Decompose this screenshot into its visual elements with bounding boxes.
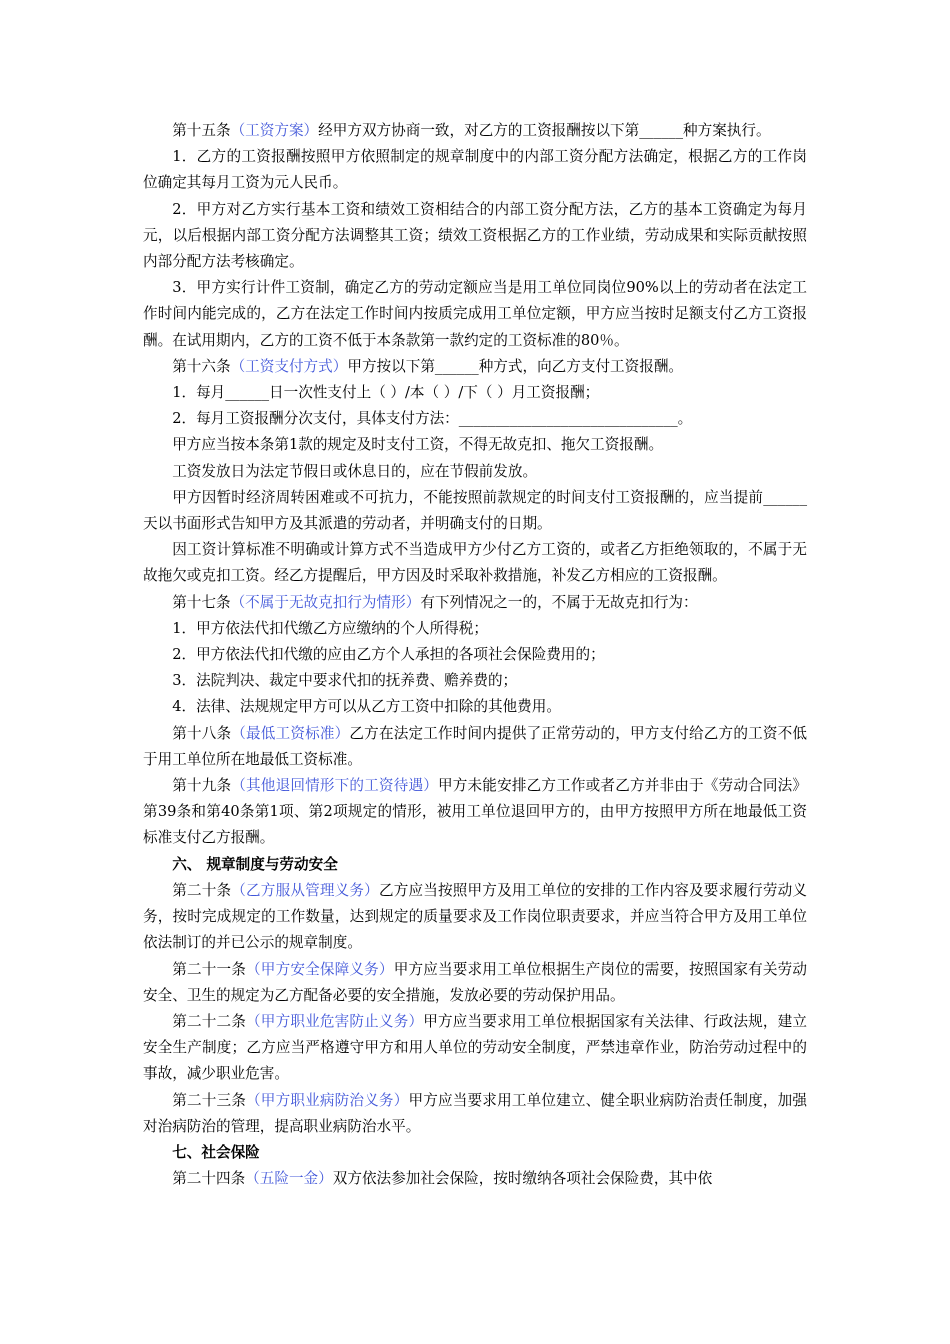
article-title: （不属于无故克扣行为情形） bbox=[230, 593, 421, 611]
article-title: （甲方安全保障义务） bbox=[246, 960, 394, 978]
article-number: 第二十二条 bbox=[172, 1012, 247, 1030]
section-heading bbox=[143, 1140, 807, 1166]
paragraph-text: 2．甲方依法代扣代缴的应由乙方个人承担的各项社会保险费用的； bbox=[172, 646, 605, 664]
paragraph-text: 3．法院判决、裁定中要求代扣的抚养费、赡养费的； bbox=[172, 672, 518, 690]
paragraph bbox=[143, 616, 807, 642]
paragraph bbox=[143, 380, 807, 406]
paragraph-text: 甲方未能安排乙方工作或者乙方并非由于《劳动合同法》第39条和第40条第1项、第2项规定的情形，被用工单位退回甲方的，由甲方按照甲方所在地最低工资标准支付乙方报酬。 bbox=[143, 777, 807, 847]
paragraph-text: 甲方应当要求用工单位根据国家有关法律、行政法规，建立安全生产制度；乙方应当严格遵守甲方和用人单位的劳动安全制度，严禁违章作业，防治劳动过程中的事故，减少职业危害。 bbox=[143, 1012, 807, 1083]
article-number: 第十五条 bbox=[172, 122, 231, 139]
paragraph-text: 经甲方双方协商一致，对乙方的工资报酬按以下第______种方案执行。 bbox=[318, 122, 771, 139]
paragraph-text: 4．法律、法规规定甲方可以从乙方工资中扣除的其他费用。 bbox=[172, 698, 561, 716]
article-number: 第十八条 bbox=[172, 724, 232, 742]
paragraph bbox=[143, 590, 807, 616]
section-heading bbox=[143, 852, 807, 878]
paragraph bbox=[143, 406, 807, 432]
paragraph bbox=[143, 144, 807, 196]
article-title: （乙方服从管理义务） bbox=[231, 881, 379, 899]
article-title: （工资支付方式） bbox=[230, 357, 348, 375]
article-title: （甲方职业病防治义务） bbox=[246, 1091, 409, 1109]
paragraph bbox=[143, 1009, 807, 1088]
paragraph bbox=[143, 721, 807, 773]
paragraph bbox=[143, 459, 807, 485]
paragraph bbox=[143, 642, 807, 668]
paragraph bbox=[143, 878, 807, 957]
paragraph-text: 甲方应当要求用工单位根据生产岗位的需要，按照国家有关劳动安全、卫生的规定为乙方配备必要的安全措施，发放必要的劳动保护用品。 bbox=[143, 960, 807, 1004]
article-title: （甲方职业危害防止义务） bbox=[246, 1012, 424, 1030]
paragraph-text: 甲方应当要求用工单位建立、健全职业病防治责任制度，加强对治病防治的管理，提高职业病防治水平。 bbox=[143, 1091, 807, 1135]
paragraph-text: 双方依法参加社会保险，按时缴纳各项社会保险费，其中依 bbox=[332, 1170, 713, 1188]
paragraph-text: 2．每月工资报酬分次支付，具体支付方法：______________________________。 bbox=[172, 410, 693, 428]
article-title: （工资方案） bbox=[230, 122, 319, 139]
paragraph bbox=[143, 537, 807, 589]
paragraph bbox=[143, 1166, 807, 1192]
article-number: 第二十条 bbox=[172, 881, 232, 899]
paragraph-text: 1．每月______日一次性支付上（ ）/本（ ）/下（ ）月工资报酬； bbox=[172, 384, 600, 402]
paragraph bbox=[143, 1088, 807, 1140]
paragraph bbox=[143, 354, 807, 380]
paragraph-text: 甲方应当按本条第1款的规定及时支付工资，不得无故克扣、拖欠工资报酬。 bbox=[172, 436, 664, 454]
paragraph bbox=[143, 694, 807, 720]
paragraph bbox=[143, 668, 807, 694]
paragraph-text: 1．甲方依法代扣代缴乙方应缴纳的个人所得税； bbox=[172, 619, 488, 637]
paragraph-text: 乙方应当按照甲方及用工单位的安排的工作内容及要求履行劳动义务，按时完成规定的工作数量，达到规定的质量要求及工作岗位职责要求，并应当符合甲方及用工单位依法制订的并已公示的规章制度。 bbox=[143, 881, 807, 952]
paragraph bbox=[143, 275, 807, 354]
paragraph bbox=[143, 197, 807, 276]
paragraph bbox=[143, 773, 807, 852]
paragraph-text: 乙方在法定工作时间内提供了正常劳动的，甲方支付给乙方的工资不低于用工单位所在地最低工资标准。 bbox=[143, 724, 807, 768]
paragraph-text: 3．甲方实行计件工资制，确定乙方的劳动定额应当是用工单位同岗位90%以上的劳动者在法定工作时间内能完成的，乙方在法定工作时间内按质完成用工单位定额，甲方应当按时足额支付乙方工资报酬。在试用期内，乙方的工资不低于本条款第一款约定的工资标准的80％。 bbox=[143, 279, 807, 349]
article-number: 第十九条 bbox=[172, 777, 232, 795]
paragraph-text: 七、社会保险 bbox=[172, 1143, 260, 1161]
article-title: （最低工资标准） bbox=[231, 724, 350, 742]
paragraph-text: 甲方按以下第______种方式，向乙方支付工资报酬。 bbox=[347, 357, 684, 375]
paragraph-text: 2．甲方对乙方实行基本工资和绩效工资相结合的内部工资分配方法，乙方的基本工资确定为每月元，以后根据内部工资分配方法调整其工资；绩效工资根据乙方的工作业绩，劳动成果和实际贡献按照内部分配方法考核确定。 bbox=[143, 200, 807, 271]
contract-page bbox=[143, 118, 807, 1192]
paragraph bbox=[143, 957, 807, 1009]
article-number: 第二十一条 bbox=[172, 960, 247, 978]
article-title: （五险一金） bbox=[245, 1170, 333, 1188]
paragraph-text: 有下列情况之一的，不属于无故克扣行为： bbox=[420, 593, 698, 611]
article-number: 第十七条 bbox=[172, 593, 231, 611]
paragraph bbox=[143, 485, 807, 537]
paragraph-text: 因工资计算标准不明确或计算方式不当造成甲方少付乙方工资的，或者乙方拒绝领取的，不属于无故拖欠或克扣工资。经乙方提醒后，甲方因及时采取补救措施，补发乙方相应的工资报酬。 bbox=[143, 541, 807, 585]
article-number: 第十六条 bbox=[172, 357, 231, 375]
paragraph bbox=[143, 432, 807, 458]
article-number: 第二十四条 bbox=[172, 1170, 246, 1188]
article-title: （其他退回情形下的工资待遇） bbox=[231, 777, 438, 795]
paragraph-text: 甲方因暂时经济周转困难或不可抗力，不能按照前款规定的时间支付工资报酬的，应当提前______天以书面形式告知甲方及其派遣的劳动者，并明确支付的日期。 bbox=[143, 488, 807, 533]
paragraph-text: 工资发放日为法定节假日或休息日的，应在节假前发放。 bbox=[172, 462, 538, 480]
paragraph-text: 1．乙方的工资报酬按照甲方依照制定的规章制度中的内部工资分配方法确定，根据乙方的工作岗位确定其每月工资为元人民币。 bbox=[143, 148, 807, 192]
paragraph-text: 六、 规章制度与劳动安全 bbox=[172, 855, 338, 873]
paragraph bbox=[143, 118, 807, 144]
article-number: 第二十三条 bbox=[172, 1091, 247, 1109]
